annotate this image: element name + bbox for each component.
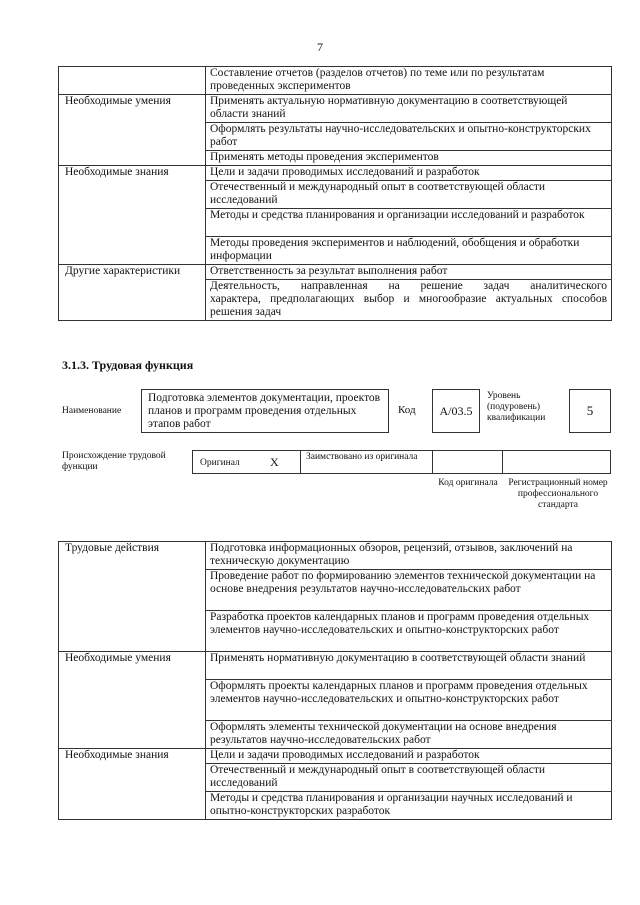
row-label xyxy=(59,67,206,95)
section-title: 3.1.3. Трудовая функция xyxy=(62,358,194,372)
row-text: Применять актуальную нормативную документацию в соответствующей области знаний xyxy=(206,95,612,123)
origin-row xyxy=(193,450,611,474)
name-label: Наименование xyxy=(62,406,122,416)
top-characteristics-table xyxy=(58,66,612,321)
row-label-knowledge: Необходимые знания xyxy=(59,749,206,820)
labor-function-table xyxy=(58,541,612,820)
code-original-label: Код оригинала xyxy=(438,478,498,488)
row-label-skills: Необходимые умения xyxy=(59,652,206,749)
row-text: Цели и задачи проводимых исследований и разработок xyxy=(206,166,612,181)
page-number: 7 xyxy=(317,40,323,54)
row-text: Ответственность за результат выполнения работ xyxy=(206,265,612,280)
row-text: Оформлять результаты научно-исследовательских и опытно-конструкторских работ xyxy=(206,123,612,151)
row-text: Методы проведения экспериментов и наблюдений, обобщения и обработки информации xyxy=(206,237,612,265)
table-row xyxy=(59,749,612,764)
original-label: Оригинал xyxy=(200,458,240,468)
qualification-level-box: 5 xyxy=(569,389,611,433)
row-text: Отечественный и международный опыт в соответствующей области исследований xyxy=(206,764,612,792)
level-label: Уровень (подуровень) квалификации xyxy=(487,391,546,423)
row-text: Составление отчетов (разделов отчетов) по теме или по результатам проведенных экспериментов xyxy=(206,67,612,95)
row-text: Разработка проектов календарных планов и программ проведения отдельных элементов научно-исследовательских и опытно-конструкторских работ xyxy=(206,611,612,652)
table-row xyxy=(59,542,612,570)
original-cell xyxy=(192,450,301,474)
row-text: Применять методы проведения экспериментов xyxy=(206,151,612,166)
table-row xyxy=(59,67,612,95)
text-line: характера, предполагающих выбор и многообразие актуальных способов xyxy=(210,293,607,305)
row-text: Подготовка информационных обзоров, рецензий, отзывов, заключений на техническую документацию xyxy=(206,542,612,570)
code-label: Код xyxy=(398,404,416,416)
original-mark: X xyxy=(270,455,279,469)
table-row xyxy=(59,265,612,280)
row-label-other: Другие характеристики xyxy=(59,265,206,321)
row-label-actions: Трудовые действия xyxy=(59,542,206,652)
row-text: Проведение работ по формированию элементов технической документации на основе внедрения результатов научно-исследовательских работ xyxy=(206,570,612,611)
borrowed-cell xyxy=(300,450,433,474)
code-original-cell xyxy=(432,450,503,474)
row-text: Цели и задачи проводимых исследований и разработок xyxy=(206,749,612,764)
table-row xyxy=(59,652,612,680)
row-label-knowledge: Необходимые знания xyxy=(59,166,206,265)
row-label-skills: Необходимые умения xyxy=(59,95,206,166)
function-code-box: A/03.5 xyxy=(432,389,480,433)
reg-number-label: Регистрационный номер профессионального стандарта xyxy=(508,478,608,510)
origin-label: Происхождение трудовой функции xyxy=(62,451,166,472)
row-text: Оформлять элементы технической документации на основе внедрения результатов научно-исследовательских работ xyxy=(206,721,612,749)
row-text: Оформлять проекты календарных планов и программ проведения отдельных элементов научно-исследовательских и опытно-конструкторских работ xyxy=(206,680,612,721)
borrowed-label: Заимствовано из оригинала xyxy=(306,452,418,462)
table-row xyxy=(59,95,612,123)
row-text-multiline xyxy=(206,280,612,321)
row-text: Методы и средства планирования и организации научных исследований и опытно-конструкторских разработок xyxy=(206,792,612,820)
row-text: Отечественный и международный опыт в соответствующей области исследований xyxy=(206,181,612,209)
text-line: решения задач xyxy=(210,306,282,318)
row-text: Применять нормативную документацию в соответствующей области знаний xyxy=(206,652,612,680)
reg-number-cell xyxy=(502,450,611,474)
text-line: Деятельность, направленная на решение задач аналитического xyxy=(210,280,607,292)
row-text: Методы и средства планирования и организации исследований и разработок xyxy=(206,209,612,237)
function-name-box: Подготовка элементов документации, проектов планов и программ проведения отдельных этапов работ xyxy=(141,389,389,433)
table-row xyxy=(59,166,612,181)
